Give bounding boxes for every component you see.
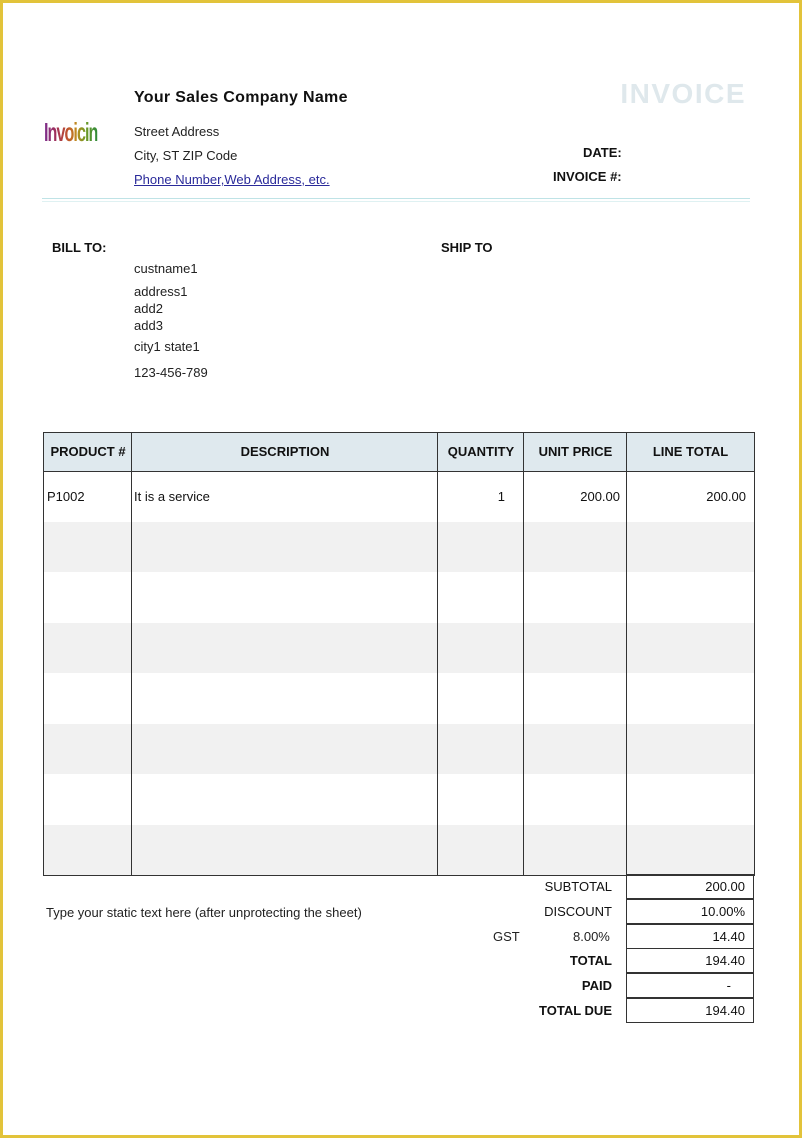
discount-label: DISCOUNT — [544, 904, 612, 919]
header-product: PRODUCT # — [50, 444, 126, 459]
header-quantity: QUANTITY — [447, 444, 515, 459]
cell-unit-price[interactable]: 200.00 — [580, 489, 620, 504]
company-city[interactable]: City, ST ZIP Code — [134, 148, 238, 163]
gst-label: GST — [493, 929, 520, 944]
date-label: DATE: — [583, 145, 622, 160]
cell-description[interactable]: It is a service — [134, 489, 210, 504]
cell-line-total[interactable]: 200.00 — [706, 489, 746, 504]
total-value: 194.40 — [626, 948, 754, 973]
header-description: DESCRIPTION — [240, 444, 330, 459]
bill-to-address2[interactable]: add2 — [134, 301, 163, 316]
ship-to-label: SHIP TO — [441, 240, 493, 255]
bill-to-label: BILL TO: — [52, 240, 107, 255]
paid-label: PAID — [581, 978, 612, 993]
header-divider-2 — [42, 201, 750, 202]
paid-value[interactable]: - — [626, 973, 754, 998]
company-street[interactable]: Street Address — [134, 124, 220, 139]
table-row[interactable] — [44, 825, 754, 875]
gst-rate[interactable]: 8.00% — [573, 929, 610, 944]
column-divider — [131, 433, 132, 875]
cell-product[interactable]: P1002 — [47, 489, 85, 504]
invoice-title: INVOICE — [620, 78, 746, 109]
table-row[interactable] — [44, 623, 754, 673]
subtotal-label: SUBTOTAL — [544, 879, 612, 894]
bill-to-address1[interactable]: address1 — [134, 284, 188, 299]
total-due-label: TOTAL DUE — [539, 1003, 612, 1018]
total-due-value: 194.40 — [626, 998, 754, 1023]
invoice-number-label: INVOICE #: — [553, 169, 622, 184]
bill-to-phone[interactable]: 123-456-789 — [134, 365, 208, 380]
table-row[interactable] — [44, 724, 754, 774]
total-label: TOTAL — [569, 953, 612, 968]
header-unit-price: UNIT PRICE — [538, 444, 613, 459]
bill-to-city-state[interactable]: city1 state1 — [134, 339, 200, 354]
header-divider — [42, 198, 750, 199]
discount-value[interactable]: 10.00% — [626, 899, 754, 924]
company-contact-link[interactable]: Phone Number,Web Address, etc. — [134, 172, 330, 187]
company-logo: InvoicingForm — [44, 108, 97, 156]
cell-quantity[interactable]: 1 — [497, 489, 505, 504]
static-note[interactable]: Type your static text here (after unprotecting the sheet) — [46, 905, 362, 920]
header-line-total: LINE TOTAL — [652, 444, 729, 459]
subtotal-value: 200.00 — [626, 874, 754, 899]
items-table — [43, 432, 755, 876]
company-name[interactable]: Your Sales Company Name — [134, 89, 348, 106]
bill-to-address3[interactable]: add3 — [134, 318, 163, 333]
table-header — [44, 433, 754, 472]
gst-value: 14.40 — [626, 924, 754, 949]
bill-to-name[interactable]: custname1 — [134, 261, 198, 276]
table-row[interactable] — [44, 522, 754, 572]
